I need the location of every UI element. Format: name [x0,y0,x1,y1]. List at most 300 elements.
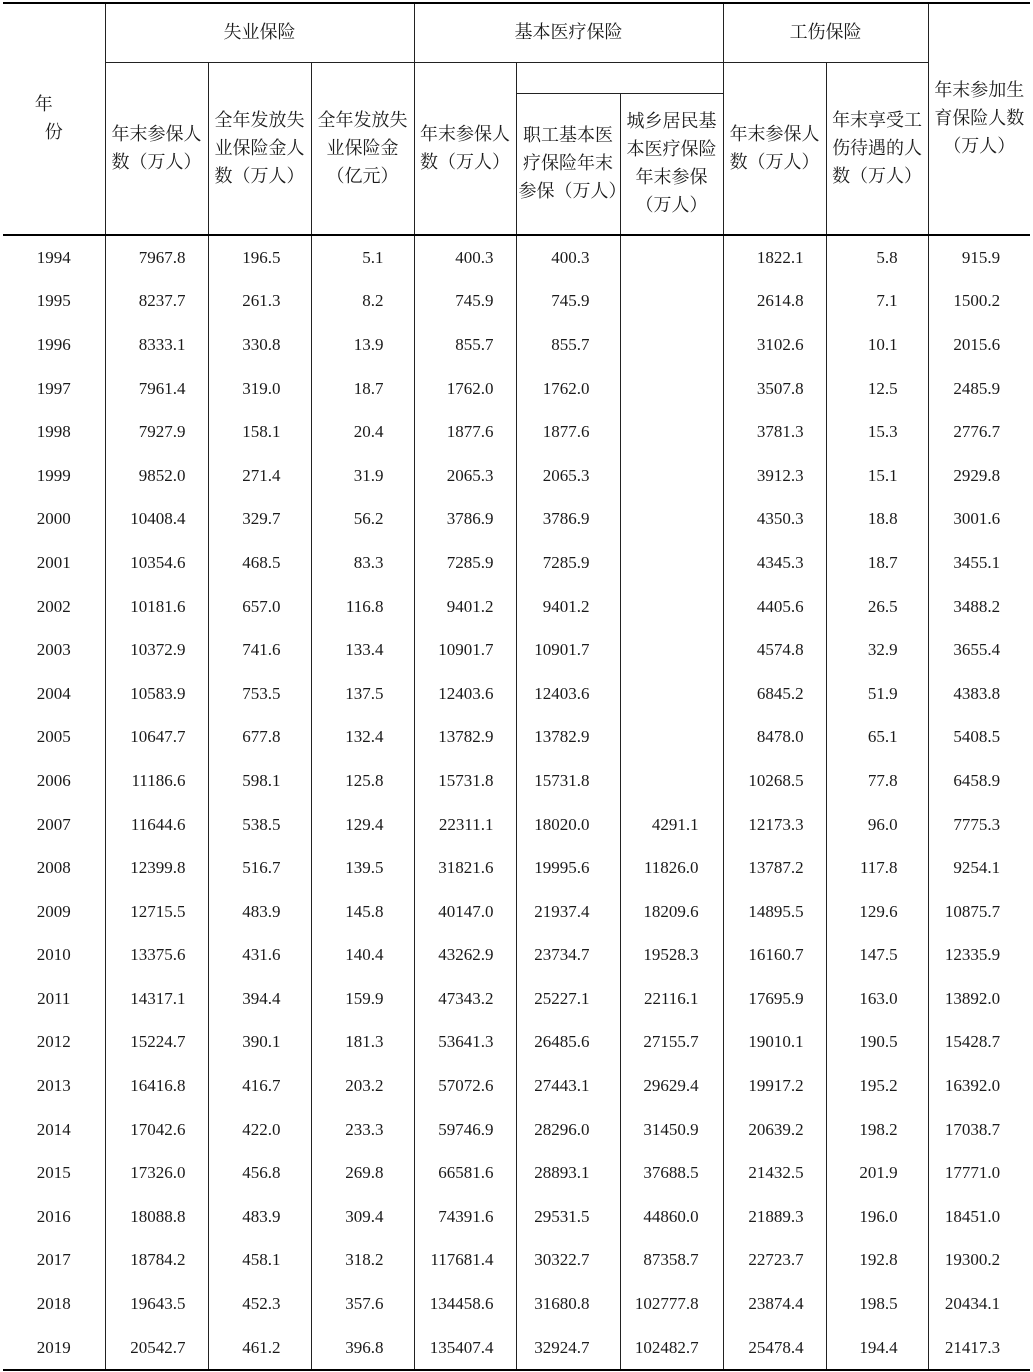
cell-year: 2001 [3,541,105,585]
cell-medical-insured: 1877.6 [414,410,516,454]
cell-year: 1994 [3,235,105,280]
cell-medical-resident: 87358.7 [620,1239,723,1283]
cell-injury-beneficiaries: 117.8 [826,846,928,890]
cell-year: 1996 [3,323,105,367]
cell-medical-insured: 74391.6 [414,1195,516,1239]
cell-medical-resident [620,541,723,585]
cell-medical-resident [620,759,723,803]
cell-unemployment-recipients: 461.2 [208,1326,311,1371]
cell-unemployment-amount: 8.2 [311,280,414,324]
cell-unemployment-amount: 309.4 [311,1195,414,1239]
cell-medical-insured: 117681.4 [414,1239,516,1283]
cell-unemployment-amount: 318.2 [311,1239,414,1283]
cell-injury-beneficiaries: 5.8 [826,235,928,280]
cell-injury-insured: 3781.3 [723,410,826,454]
header-injury-insured: 年末参保人数（万人） [723,63,826,236]
cell-medical-resident [620,367,723,411]
cell-year: 2011 [3,977,105,1021]
cell-medical-insured: 745.9 [414,280,516,324]
cell-medical-resident [620,454,723,498]
cell-unemployment-recipients: 538.5 [208,803,311,847]
cell-unemployment-insured: 10408.4 [105,498,208,542]
cell-unemployment-recipients: 329.7 [208,498,311,542]
cell-unemployment-amount: 139.5 [311,846,414,890]
cell-medical-employee: 32924.7 [516,1326,620,1371]
cell-unemployment-recipients: 319.0 [208,367,311,411]
cell-unemployment-amount: 140.4 [311,934,414,978]
cell-injury-insured: 1822.1 [723,235,826,280]
table-row [3,977,1030,1021]
table-row [3,1326,1030,1371]
cell-medical-resident: 44860.0 [620,1195,723,1239]
cell-injury-beneficiaries: 196.0 [826,1195,928,1239]
table-row [3,628,1030,672]
cell-injury-beneficiaries: 129.6 [826,890,928,934]
cell-unemployment-insured: 17042.6 [105,1108,208,1152]
header-group-injury: 工伤保险 [723,3,928,63]
cell-unemployment-insured: 10647.7 [105,716,208,760]
cell-injury-insured: 12173.3 [723,803,826,847]
cell-year: 2009 [3,890,105,934]
cell-maternity: 18451.0 [928,1195,1030,1239]
cell-injury-insured: 4574.8 [723,628,826,672]
cell-medical-resident [620,498,723,542]
cell-medical-resident [620,280,723,324]
cell-medical-employee: 745.9 [516,280,620,324]
cell-medical-resident [620,235,723,280]
cell-unemployment-recipients: 456.8 [208,1151,311,1195]
cell-injury-beneficiaries: 195.2 [826,1064,928,1108]
cell-medical-employee: 10901.7 [516,628,620,672]
cell-unemployment-amount: 116.8 [311,585,414,629]
cell-medical-employee: 21937.4 [516,890,620,934]
header-medical-employee: 职工基本医疗保险年末参保（万人） [516,94,620,236]
cell-unemployment-insured: 18784.2 [105,1239,208,1283]
cell-medical-employee: 26485.6 [516,1021,620,1065]
cell-maternity: 1500.2 [928,280,1030,324]
cell-unemployment-recipients: 271.4 [208,454,311,498]
cell-maternity: 20434.1 [928,1282,1030,1326]
cell-medical-employee: 3786.9 [516,498,620,542]
cell-medical-resident: 4291.1 [620,803,723,847]
cell-injury-insured: 21889.3 [723,1195,826,1239]
cell-medical-employee: 15731.8 [516,759,620,803]
cell-injury-insured: 2614.8 [723,280,826,324]
table-row [3,280,1030,324]
cell-maternity: 3655.4 [928,628,1030,672]
cell-year: 2019 [3,1326,105,1371]
cell-injury-beneficiaries: 12.5 [826,367,928,411]
cell-injury-beneficiaries: 201.9 [826,1151,928,1195]
cell-unemployment-amount: 20.4 [311,410,414,454]
cell-unemployment-amount: 396.8 [311,1326,414,1371]
cell-unemployment-amount: 357.6 [311,1282,414,1326]
cell-injury-insured: 20639.2 [723,1108,826,1152]
cell-medical-resident: 102482.7 [620,1326,723,1371]
cell-medical-resident: 102777.8 [620,1282,723,1326]
cell-unemployment-insured: 12715.5 [105,890,208,934]
table-row [3,454,1030,498]
cell-medical-insured: 59746.9 [414,1108,516,1152]
cell-medical-employee: 29531.5 [516,1195,620,1239]
cell-unemployment-insured: 7961.4 [105,367,208,411]
cell-injury-insured: 19010.1 [723,1021,826,1065]
cell-maternity: 13892.0 [928,977,1030,1021]
cell-injury-insured: 8478.0 [723,716,826,760]
cell-unemployment-insured: 12399.8 [105,846,208,890]
cell-medical-insured: 57072.6 [414,1064,516,1108]
cell-medical-insured: 22311.1 [414,803,516,847]
cell-maternity: 5408.5 [928,716,1030,760]
cell-injury-insured: 3507.8 [723,367,826,411]
table-row [3,541,1030,585]
cell-medical-employee: 28893.1 [516,1151,620,1195]
cell-injury-insured: 4350.3 [723,498,826,542]
cell-maternity: 2776.7 [928,410,1030,454]
table-row [3,410,1030,454]
cell-injury-insured: 4405.6 [723,585,826,629]
cell-injury-insured: 25478.4 [723,1326,826,1371]
cell-maternity: 2015.6 [928,323,1030,367]
cell-unemployment-amount: 125.8 [311,759,414,803]
cell-unemployment-amount: 83.3 [311,541,414,585]
cell-medical-employee: 30322.7 [516,1239,620,1283]
cell-medical-employee: 2065.3 [516,454,620,498]
cell-injury-insured: 21432.5 [723,1151,826,1195]
cell-maternity: 15428.7 [928,1021,1030,1065]
cell-year: 2000 [3,498,105,542]
table-row [3,1195,1030,1239]
cell-injury-insured: 3102.6 [723,323,826,367]
cell-medical-insured: 400.3 [414,235,516,280]
table-body [3,235,1030,1370]
cell-unemployment-recipients: 516.7 [208,846,311,890]
cell-unemployment-recipients: 330.8 [208,323,311,367]
cell-injury-beneficiaries: 7.1 [826,280,928,324]
cell-year: 2012 [3,1021,105,1065]
cell-medical-employee: 13782.9 [516,716,620,760]
cell-unemployment-amount: 129.4 [311,803,414,847]
cell-maternity: 16392.0 [928,1064,1030,1108]
cell-medical-resident: 29629.4 [620,1064,723,1108]
cell-unemployment-amount: 181.3 [311,1021,414,1065]
cell-medical-insured: 53641.3 [414,1021,516,1065]
cell-medical-resident: 19528.3 [620,934,723,978]
cell-injury-beneficiaries: 10.1 [826,323,928,367]
cell-medical-employee: 25227.1 [516,977,620,1021]
header-unemployment-recipients: 全年发放失业保险金人数（万人） [208,63,311,236]
cell-injury-insured: 16160.7 [723,934,826,978]
cell-unemployment-recipients: 657.0 [208,585,311,629]
cell-medical-employee: 1762.0 [516,367,620,411]
cell-unemployment-amount: 31.9 [311,454,414,498]
cell-unemployment-insured: 10372.9 [105,628,208,672]
cell-medical-employee: 18020.0 [516,803,620,847]
cell-medical-employee: 7285.9 [516,541,620,585]
social-insurance-table [3,2,1030,1371]
table-header [3,3,1030,235]
cell-medical-resident: 18209.6 [620,890,723,934]
cell-maternity: 10875.7 [928,890,1030,934]
table-row [3,672,1030,716]
cell-medical-resident: 22116.1 [620,977,723,1021]
header-medical-resident: 城乡居民基本医疗保险年末参保（万人） [620,94,723,236]
cell-injury-beneficiaries: 18.7 [826,541,928,585]
cell-injury-beneficiaries: 65.1 [826,716,928,760]
cell-unemployment-insured: 13375.6 [105,934,208,978]
cell-injury-insured: 23874.4 [723,1282,826,1326]
cell-medical-insured: 40147.0 [414,890,516,934]
cell-medical-insured: 15731.8 [414,759,516,803]
cell-unemployment-insured: 8333.1 [105,323,208,367]
cell-maternity: 21417.3 [928,1326,1030,1371]
cell-unemployment-amount: 269.8 [311,1151,414,1195]
cell-injury-insured: 19917.2 [723,1064,826,1108]
cell-year: 2008 [3,846,105,890]
cell-medical-employee: 855.7 [516,323,620,367]
table-row [3,367,1030,411]
cell-medical-resident: 11826.0 [620,846,723,890]
header-group-medical: 基本医疗保险 [414,3,723,63]
cell-unemployment-insured: 19643.5 [105,1282,208,1326]
cell-injury-insured: 17695.9 [723,977,826,1021]
cell-medical-insured: 10901.7 [414,628,516,672]
table-row [3,1282,1030,1326]
cell-medical-resident [620,323,723,367]
table-row [3,585,1030,629]
cell-medical-insured: 12403.6 [414,672,516,716]
table-row [3,803,1030,847]
table-row [3,890,1030,934]
cell-unemployment-insured: 16416.8 [105,1064,208,1108]
cell-injury-beneficiaries: 32.9 [826,628,928,672]
cell-injury-beneficiaries: 26.5 [826,585,928,629]
cell-year: 2010 [3,934,105,978]
cell-unemployment-insured: 10181.6 [105,585,208,629]
cell-injury-beneficiaries: 18.8 [826,498,928,542]
cell-medical-insured: 9401.2 [414,585,516,629]
table-row [3,716,1030,760]
cell-unemployment-amount: 5.1 [311,235,414,280]
cell-medical-employee: 27443.1 [516,1064,620,1108]
cell-medical-resident: 31450.9 [620,1108,723,1152]
cell-unemployment-recipients: 483.9 [208,1195,311,1239]
cell-maternity: 7775.3 [928,803,1030,847]
cell-unemployment-amount: 203.2 [311,1064,414,1108]
cell-medical-employee: 31680.8 [516,1282,620,1326]
cell-year: 2003 [3,628,105,672]
cell-medical-insured: 2065.3 [414,454,516,498]
cell-injury-beneficiaries: 198.5 [826,1282,928,1326]
cell-year: 2013 [3,1064,105,1108]
cell-unemployment-recipients: 431.6 [208,934,311,978]
cell-year: 2005 [3,716,105,760]
cell-medical-insured: 3786.9 [414,498,516,542]
cell-medical-employee: 9401.2 [516,585,620,629]
header-unemployment-insured: 年末参保人数（万人） [105,63,208,236]
cell-medical-insured: 31821.6 [414,846,516,890]
table-row [3,323,1030,367]
cell-year: 2002 [3,585,105,629]
cell-maternity: 19300.2 [928,1239,1030,1283]
cell-unemployment-recipients: 416.7 [208,1064,311,1108]
cell-maternity: 6458.9 [928,759,1030,803]
cell-medical-resident [620,672,723,716]
cell-unemployment-amount: 233.3 [311,1108,414,1152]
cell-injury-insured: 4345.3 [723,541,826,585]
cell-medical-employee: 1877.6 [516,410,620,454]
table-row [3,498,1030,542]
cell-unemployment-insured: 7927.9 [105,410,208,454]
cell-medical-insured: 855.7 [414,323,516,367]
cell-medical-employee: 19995.6 [516,846,620,890]
cell-injury-insured: 14895.5 [723,890,826,934]
cell-unemployment-amount: 18.7 [311,367,414,411]
header-injury-beneficiaries: 年末享受工伤待遇的人数（万人） [826,63,928,236]
table-row [3,235,1030,280]
cell-year: 1998 [3,410,105,454]
cell-year: 2014 [3,1108,105,1152]
cell-maternity: 12335.9 [928,934,1030,978]
cell-maternity: 2485.9 [928,367,1030,411]
cell-unemployment-amount: 159.9 [311,977,414,1021]
cell-unemployment-recipients: 677.8 [208,716,311,760]
cell-injury-beneficiaries: 51.9 [826,672,928,716]
cell-year: 2006 [3,759,105,803]
cell-medical-insured: 7285.9 [414,541,516,585]
cell-medical-resident [620,716,723,760]
cell-medical-resident [620,410,723,454]
cell-unemployment-insured: 20542.7 [105,1326,208,1371]
cell-medical-insured: 134458.6 [414,1282,516,1326]
cell-maternity: 17038.7 [928,1108,1030,1152]
social-insurance-table-container [3,2,1030,1371]
cell-medical-employee: 400.3 [516,235,620,280]
cell-year: 1999 [3,454,105,498]
cell-year: 2004 [3,672,105,716]
cell-unemployment-recipients: 468.5 [208,541,311,585]
cell-injury-beneficiaries: 194.4 [826,1326,928,1371]
cell-unemployment-recipients: 458.1 [208,1239,311,1283]
cell-injury-beneficiaries: 15.3 [826,410,928,454]
table-row [3,1064,1030,1108]
cell-injury-insured: 3912.3 [723,454,826,498]
cell-maternity: 3001.6 [928,498,1030,542]
cell-medical-insured: 135407.4 [414,1326,516,1371]
cell-year: 1995 [3,280,105,324]
cell-medical-employee: 12403.6 [516,672,620,716]
cell-unemployment-insured: 10354.6 [105,541,208,585]
cell-unemployment-amount: 132.4 [311,716,414,760]
cell-unemployment-recipients: 261.3 [208,280,311,324]
cell-medical-resident [620,628,723,672]
table-row [3,759,1030,803]
cell-maternity: 2929.8 [928,454,1030,498]
cell-unemployment-amount: 137.5 [311,672,414,716]
header-medical-breakdown-spacer [516,63,723,94]
cell-maternity: 3488.2 [928,585,1030,629]
cell-year: 2017 [3,1239,105,1283]
cell-unemployment-recipients: 483.9 [208,890,311,934]
cell-unemployment-insured: 10583.9 [105,672,208,716]
table-row [3,1151,1030,1195]
cell-maternity: 915.9 [928,235,1030,280]
cell-maternity: 17771.0 [928,1151,1030,1195]
cell-medical-resident [620,585,723,629]
cell-unemployment-amount: 13.9 [311,323,414,367]
cell-injury-beneficiaries: 96.0 [826,803,928,847]
cell-unemployment-recipients: 390.1 [208,1021,311,1065]
cell-maternity: 3455.1 [928,541,1030,585]
header-year: 年 份 [3,3,105,235]
table-row [3,934,1030,978]
cell-unemployment-insured: 9852.0 [105,454,208,498]
cell-unemployment-insured: 7967.8 [105,235,208,280]
cell-unemployment-insured: 11186.6 [105,759,208,803]
cell-unemployment-recipients: 158.1 [208,410,311,454]
cell-unemployment-insured: 11644.6 [105,803,208,847]
cell-medical-insured: 43262.9 [414,934,516,978]
cell-medical-insured: 66581.6 [414,1151,516,1195]
header-unemployment-amount: 全年发放失业保险金（亿元） [311,63,414,236]
cell-year: 1997 [3,367,105,411]
cell-injury-beneficiaries: 163.0 [826,977,928,1021]
table-row [3,1021,1030,1065]
cell-injury-insured: 6845.2 [723,672,826,716]
cell-medical-employee: 28296.0 [516,1108,620,1152]
cell-injury-beneficiaries: 15.1 [826,454,928,498]
header-medical-insured: 年末参保人数（万人） [414,63,516,236]
cell-unemployment-amount: 133.4 [311,628,414,672]
cell-year: 2018 [3,1282,105,1326]
cell-unemployment-insured: 15224.7 [105,1021,208,1065]
cell-unemployment-recipients: 598.1 [208,759,311,803]
cell-unemployment-recipients: 394.4 [208,977,311,1021]
cell-maternity: 4383.8 [928,672,1030,716]
cell-medical-insured: 13782.9 [414,716,516,760]
cell-unemployment-amount: 145.8 [311,890,414,934]
cell-medical-employee: 23734.7 [516,934,620,978]
cell-injury-beneficiaries: 190.5 [826,1021,928,1065]
table-row [3,1239,1030,1283]
cell-unemployment-insured: 8237.7 [105,280,208,324]
cell-medical-insured: 1762.0 [414,367,516,411]
cell-medical-resident: 27155.7 [620,1021,723,1065]
header-maternity: 年末参加生育保险人数（万人） [928,3,1030,235]
header-group-unemployment: 失业保险 [105,3,414,63]
table-row [3,846,1030,890]
cell-year: 2007 [3,803,105,847]
cell-unemployment-insured: 17326.0 [105,1151,208,1195]
cell-year: 2016 [3,1195,105,1239]
cell-injury-insured: 13787.2 [723,846,826,890]
cell-year: 2015 [3,1151,105,1195]
cell-unemployment-amount: 56.2 [311,498,414,542]
cell-injury-beneficiaries: 77.8 [826,759,928,803]
cell-unemployment-insured: 18088.8 [105,1195,208,1239]
cell-unemployment-insured: 14317.1 [105,977,208,1021]
cell-medical-resident: 37688.5 [620,1151,723,1195]
cell-injury-beneficiaries: 147.5 [826,934,928,978]
cell-injury-insured: 10268.5 [723,759,826,803]
cell-maternity: 9254.1 [928,846,1030,890]
cell-unemployment-recipients: 196.5 [208,235,311,280]
cell-unemployment-recipients: 753.5 [208,672,311,716]
cell-injury-beneficiaries: 198.2 [826,1108,928,1152]
cell-unemployment-recipients: 741.6 [208,628,311,672]
cell-injury-insured: 22723.7 [723,1239,826,1283]
cell-unemployment-recipients: 422.0 [208,1108,311,1152]
